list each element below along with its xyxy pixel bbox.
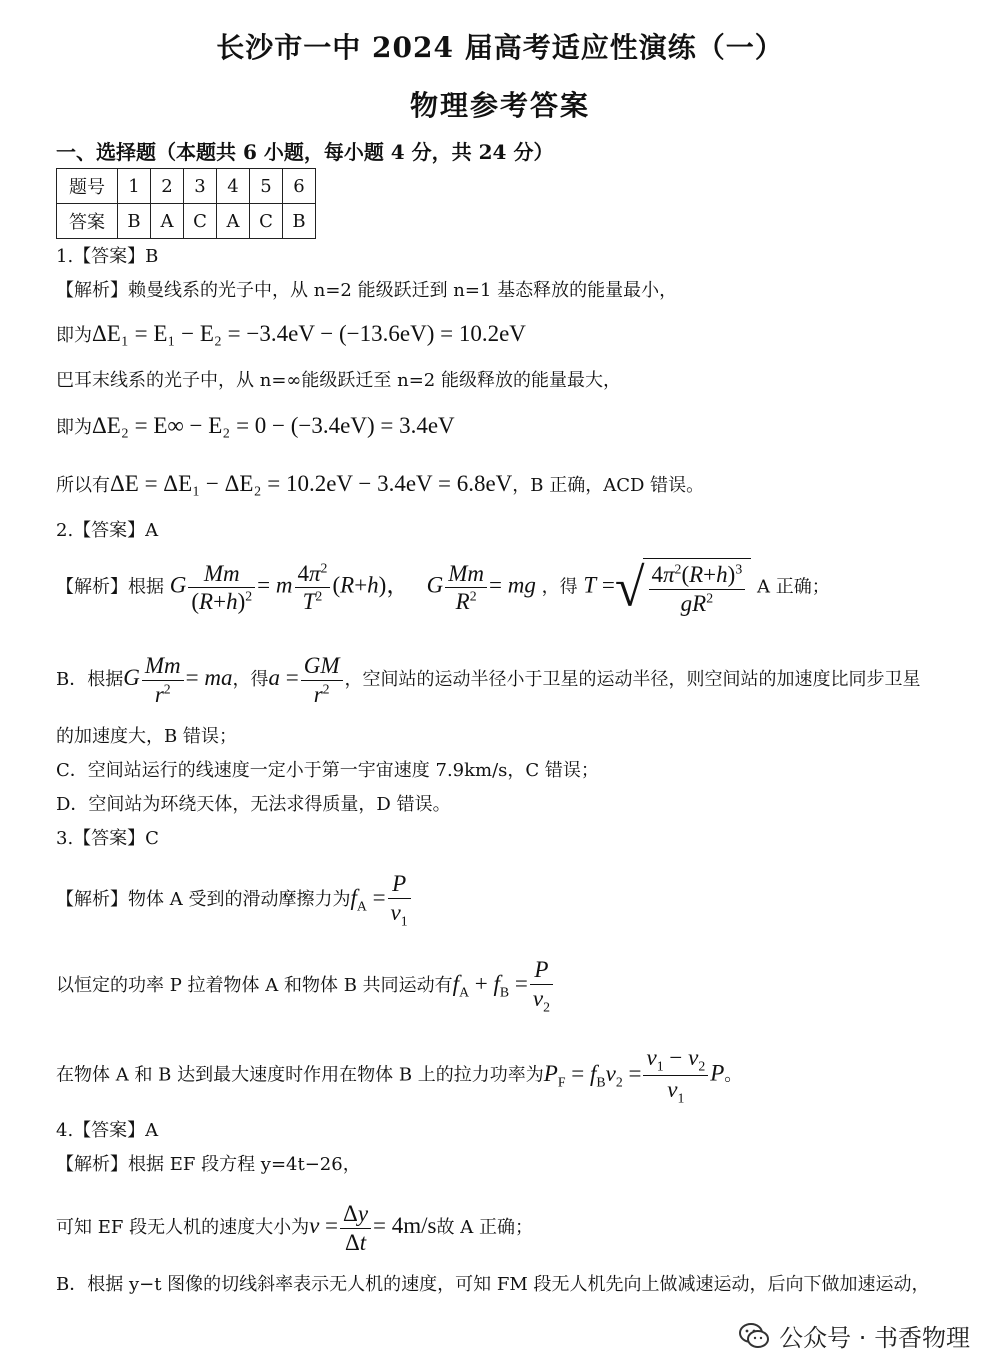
fraction: $\frac{v_1 - v_2}{v_1}$ xyxy=(643,1044,708,1107)
q4-line: B．根据 y−t 图像的切线斜率表示无人机的速度，可知 FM 段无人机先向上做减速运动，后向下做加速运动， xyxy=(56,1274,930,1295)
table-cell: B xyxy=(283,204,316,239)
fraction: $\frac{P}{v_2}$ xyxy=(530,956,553,1016)
q1-line: 【解析】赖曼线系的光子中，从 n=2 能级跃迁到 n=1 基态释放的能量最小， xyxy=(56,280,678,301)
fraction: $\frac{Mm}{(R+h)^2}$ xyxy=(188,560,255,616)
equation: ΔE₂ = E∞ − E₂ = 0 − (−3.4eV) = 3.4eV xyxy=(92,413,455,438)
equation: ΔE₁ = E₁ − E₂ = −3.4eV − (−13.6eV) = 10.2eV xyxy=(92,321,526,346)
page-subtitle: 物理参考答案 xyxy=(409,89,590,122)
q3-equation-line xyxy=(56,870,413,930)
q4-line: 【解析】根据 EF 段方程 y=4t−26， xyxy=(56,1154,361,1175)
math: $f_A + f_B$ = xyxy=(452,970,528,1000)
math: T = xyxy=(583,572,615,598)
table-cell: 6 xyxy=(283,169,316,204)
table-row xyxy=(57,204,316,239)
text: 即为 xyxy=(56,325,92,346)
q2-line: D．空间站为环绕天体，无法求得质量，D 错误。 xyxy=(56,794,451,815)
section-heading: 一、选择题（本题共 6 小题，每小题 4 分，共 24 分） xyxy=(56,140,554,164)
text: 故 A 正确； xyxy=(436,1217,533,1239)
table-cell: A xyxy=(217,204,250,239)
q2-equation-line xyxy=(56,558,830,617)
q1-equation-line xyxy=(56,322,526,345)
table-cell: 1 xyxy=(118,169,151,204)
equation: ΔE = ΔE₁ − ΔE₂ = 10.2eV − 3.4eV = 6.8eV xyxy=(110,471,513,496)
text: 在物体 A 和 B 达到最大速度时作用在物体 B 上的拉力功率为 xyxy=(56,1064,544,1086)
q2-equation-line xyxy=(56,652,921,708)
q4-answer: 4.【答案】A xyxy=(56,1120,159,1141)
math: (R+h)， G xyxy=(332,572,444,598)
table-row xyxy=(57,169,316,204)
watermark-text: 公众号 · 书香物理 xyxy=(779,1324,970,1352)
fraction: $\frac{4\pi^2}{T^2}$ xyxy=(295,560,331,616)
text: ，B 正确，ACD 错误。 xyxy=(512,475,705,496)
text: 。 xyxy=(724,1064,743,1086)
text: 可知 EF 段无人机的速度大小为 xyxy=(56,1217,310,1239)
sqrt: √ $\frac{4\pi^2(R+h)^3}{gR^2}$ xyxy=(615,558,751,617)
q1-equation-line xyxy=(56,414,455,437)
math: a = xyxy=(268,665,299,691)
q2-line: 的加速度大，B 错误； xyxy=(56,726,237,747)
table-cell: 2 xyxy=(151,169,184,204)
math: $P_F = f_Bv_2$ = xyxy=(543,1060,642,1090)
math: P xyxy=(710,1060,725,1086)
fraction: $\frac{\Delta y}{\Delta t}$ xyxy=(340,1200,371,1256)
row-head-number: 题号 xyxy=(57,169,118,204)
text: 以恒定的功率 P 拉着物体 A 和物体 B 共同运动有 xyxy=(56,974,453,996)
wechat-icon xyxy=(737,1319,771,1353)
q3-answer: 3.【答案】C xyxy=(56,828,159,849)
q1-equation-line xyxy=(56,472,704,495)
row-head-answer: 答案 xyxy=(57,204,118,239)
math: = ma xyxy=(185,665,233,691)
page-title: 长沙市一中 2024 届高考适应性演练（一） xyxy=(216,31,784,64)
text: ，得 xyxy=(541,576,578,598)
math: G xyxy=(169,572,187,598)
answer-table xyxy=(56,168,316,239)
text: A 正确； xyxy=(756,576,830,598)
math: $f_A$ = xyxy=(350,884,386,914)
text: 【解析】物体 A 受到的滑动摩擦力为 xyxy=(56,888,351,910)
text: B．根据 xyxy=(56,669,124,691)
table-cell: B xyxy=(118,204,151,239)
table-cell: 5 xyxy=(250,169,283,204)
q1-line: 巴耳末线系的光子中，从 n=∞能级跃迁至 n=2 能级释放的能量最大， xyxy=(56,370,621,391)
table-cell: C xyxy=(184,204,217,239)
math: G xyxy=(123,665,140,691)
q2-line: C．空间站运行的线速度一定小于第一宇宙速度 7.9km/s，C 错误； xyxy=(56,760,599,781)
math: v = xyxy=(309,1213,339,1239)
fraction: $\frac{GM}{r^2}$ xyxy=(301,652,343,708)
table-cell: 4 xyxy=(217,169,250,204)
fraction: $\frac{P}{v_1}$ xyxy=(388,870,411,930)
table-cell: C xyxy=(250,204,283,239)
table-cell: 3 xyxy=(184,169,217,204)
text: 【解析】根据 xyxy=(56,576,164,598)
q1-answer: 1.【答案】B xyxy=(56,246,159,267)
q3-equation-line xyxy=(56,1044,742,1107)
q4-equation-line xyxy=(56,1200,533,1256)
text: ，空间站的运动半径小于卫星的运动半径，则空间站的加速度比同步卫星 xyxy=(344,669,921,691)
math: = 4m/s xyxy=(373,1213,437,1239)
table-cell: A xyxy=(151,204,184,239)
math: = m xyxy=(257,572,293,598)
text: 所以有 xyxy=(56,475,110,496)
math: = mg xyxy=(489,572,536,598)
watermark xyxy=(737,1318,970,1353)
text: ，得 xyxy=(232,669,269,691)
q3-equation-line xyxy=(56,956,555,1016)
q2-answer: 2.【答案】A xyxy=(56,520,159,541)
fraction: $\frac{Mm}{R^2}$ xyxy=(445,560,487,616)
text: 即为 xyxy=(56,417,92,438)
fraction: $\frac{Mm}{r^2}$ xyxy=(142,652,184,708)
